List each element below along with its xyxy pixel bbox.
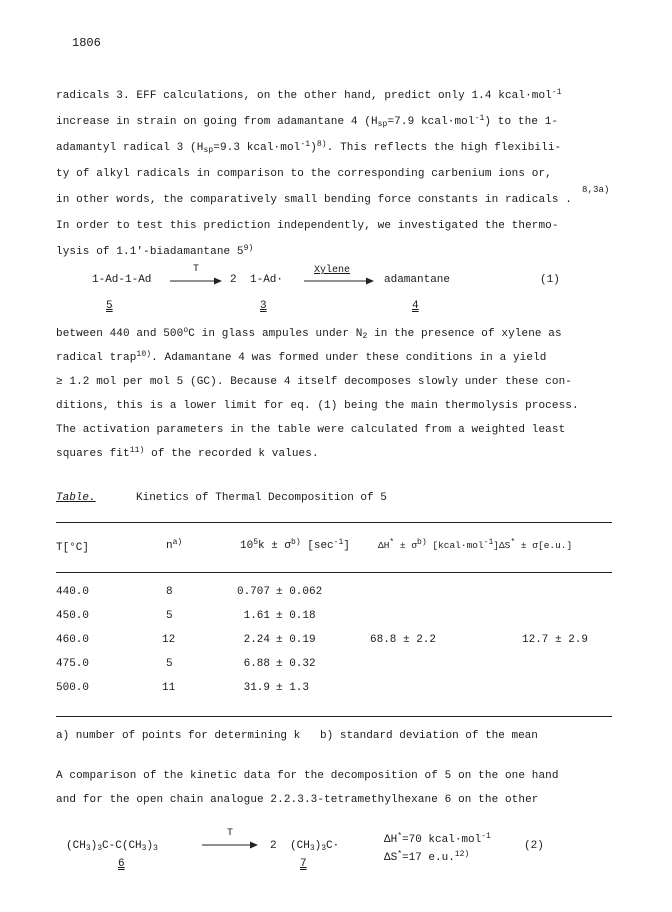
eq1-radical: 1-Ad· (250, 274, 284, 286)
cell-activation-enthalpy: 68.8 ± 2.2 (370, 634, 437, 646)
cell-temperature: 450.0 (56, 610, 90, 622)
cell-n: 5 (166, 610, 173, 622)
cell-k-error: ± 0.19 (276, 634, 316, 646)
cell-k: 31.9 (243, 682, 270, 694)
cell-k: 1.61 (243, 610, 270, 622)
eq1-arrow2-label: Xylene (314, 265, 351, 276)
text-line: in other words, the comparatively small bending force constants in radicals . 8,3a) (56, 185, 610, 206)
cell-activation-entropy: 12.7 ± 2.9 (522, 634, 589, 646)
reaction-arrow-icon (202, 840, 258, 850)
eq1-label-right: 4 (412, 300, 419, 312)
cell-temperature: 460.0 (56, 634, 90, 646)
table-footnote: a) number of points for determining k b) standard deviation of the mean (56, 730, 538, 742)
reaction-arrow-icon (304, 276, 374, 286)
eq2-coefficient: 2 (270, 840, 277, 852)
eq2-number: (2) (524, 840, 544, 852)
text-line: The activation parameters in the table were calculated from a weighted least (56, 424, 566, 436)
eq1-label-left: 5 (106, 300, 113, 312)
col-header-n: $n^{a)}$ (166, 538, 183, 552)
cell-n: 12 (162, 634, 176, 646)
eq2-activation-entropy: ΔS*=17 e.u.$^{12)}$ (384, 850, 470, 864)
eq1-product: adamantane (384, 274, 451, 286)
cell-k-error: ± 1.3 (276, 682, 310, 694)
eq1-arrow-label: T (192, 264, 199, 275)
text-line: adamantyl radical 3 ($H_{sp}=9.3$ kcal·mol$^{-1}$)$^{8)}$. This reflects the high flexibili- (56, 140, 562, 155)
eq2-label-mid: 7 (300, 858, 307, 870)
cell-k: 6.88 (243, 658, 270, 670)
text-line: and for the open chain analogue 2.2.3.3-tetramethylhexane 6 on the other (56, 794, 539, 806)
page-number: 1806 (72, 36, 101, 50)
eq1-label-mid: 3 (260, 300, 267, 312)
reaction-arrow-icon (170, 276, 222, 286)
text-line: ≥ 1.2 mol per mol 5 (GC). Because 4 itself decomposes slowly under these con- (56, 376, 572, 388)
cell-temperature: 500.0 (56, 682, 90, 694)
cell-k-error: ± 0.18 (276, 610, 316, 622)
eq1-number: (1) (540, 274, 560, 286)
eq1-reactant: 1-Ad-1-Ad (92, 274, 152, 286)
col-header-k: $10^5k \pm \sigma^{b)}$ $[\sec^{-1}]$ (240, 538, 350, 552)
eq2-label-left: 6 (118, 858, 125, 870)
eq2-reactant: $(CH_3)_3C-C(CH_3)_3$ (66, 840, 158, 853)
table-bottom-rule (56, 716, 612, 717)
eq2-arrow-label: T (226, 828, 233, 839)
cell-temperature: 475.0 (56, 658, 90, 670)
eq2-activation-enthalpy: ΔH*=70 kcal·mol$^{-1}$ (384, 832, 491, 846)
text-line: A comparison of the kinetic data for the decomposition of 5 on the one hand (56, 770, 559, 782)
text-line: between 440 and 500$^o$C in glass ampules under $N_2$ in the presence of xylene as (56, 326, 562, 341)
table-caption: Kinetics of Thermal Decomposition of 5 (136, 492, 387, 504)
text-line: radical trap$^{10)}$. Adamantane 4 was formed under these conditions in a yield (56, 350, 547, 364)
text-line: radicals 3. EFF calculations, on the other hand, predict only 1.4 kcal·mol$^{-1}$ (56, 88, 562, 102)
text-line: In order to test this prediction independently, we investigated the thermo- (56, 220, 559, 232)
eq2-radical: $(CH_3)_3C\cdot$ (290, 840, 340, 853)
col-header-temperature: T[°C] (56, 542, 90, 554)
table-label: Table. (56, 492, 96, 504)
text-line: lysis of 1.1'-biadamantane 5$^{9)}$ (56, 244, 254, 258)
text-line: ty of alkyl radicals in comparison to the corresponding carbenium ions or, (56, 168, 552, 180)
cell-n: 8 (166, 586, 173, 598)
table-header-rule (56, 572, 612, 573)
cell-k-error: ± 0.32 (276, 658, 316, 670)
cell-k: 2.24 (243, 634, 270, 646)
text-line: squares fit$^{11)}$ of the recorded k values. (56, 446, 319, 460)
text-line: ditions, this is a lower limit for eq. (1) being the main thermolysis process. (56, 400, 579, 412)
cell-n: 5 (166, 658, 173, 670)
eq1-coefficient: 2 (230, 274, 237, 286)
cell-k: 0.707 (236, 586, 270, 598)
cell-n: 11 (162, 682, 176, 694)
cell-temperature: 440.0 (56, 586, 90, 598)
cell-k-error: ± 0.062 (276, 586, 323, 598)
table-top-rule (56, 522, 612, 523)
col-header-dh-ds: $\Delta H^* \pm \sigma^{b)}$ [kcal·mol$^{-1}$]ΔS* ± σ[e.u.] (378, 538, 573, 551)
text-line: increase in strain on going from adamantane 4 ($H_{sp}=7.9$ kcal·mol$^{-1}$) to the 1- (56, 114, 559, 129)
